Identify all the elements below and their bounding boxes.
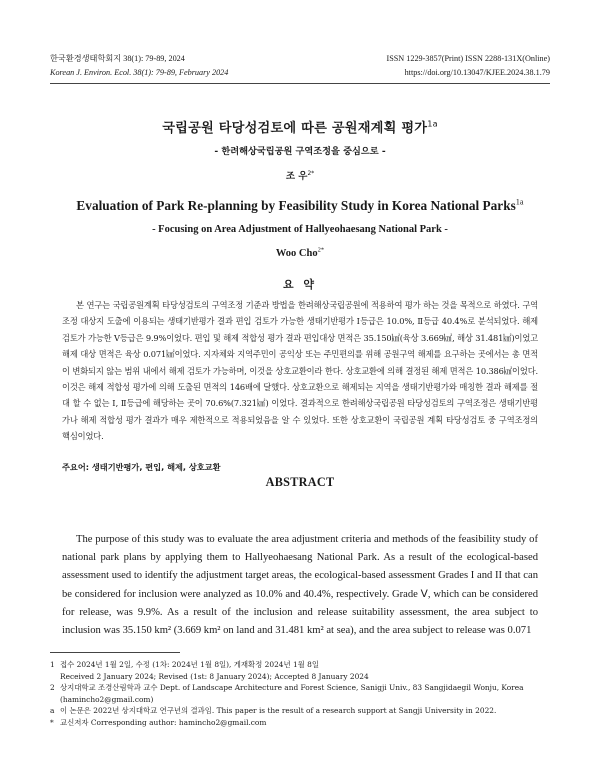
footnote-affiliation-email: (hamincho2@gmail.com) [60,694,154,704]
footnote-dates-ko [50,659,550,671]
journal-citation-en: Korean J. Environ. Ecol. 38(1): 79-89, February 2024 [50,67,229,77]
author-english-name: Woo Cho [275,248,318,259]
footnote-marker: 2 [50,683,55,693]
journal-citation [50,52,228,79]
english-abstract-body: The purpose of this study was to evaluate the area adjustment criteria and methods of the feasibility study of national park plans by applying them to Hallyeohaesang National Park. As a result of the ecological-based assessment used to identify the adjustment target areas, the ecological-based assessment Grades I and II that can be considered for inclusion were analyzed as 10.0% and 40.4%, respectively. Grade Ⅴ, which can be considered for release, was 9.9%. As a result of the inclusion and release suitability assessment, the area subject to inclusion was 35.150 km² (3.669 km² on land and 31.481 km² at sea), and the area subject to release was 0.071 [62,534,538,637]
journal-citation-ko: 한국환경생태학회지 38(1): 79-89, 2024 [50,54,185,63]
korean-abstract-body: 본 연구는 국립공원계획 타당성검토의 구역조정 기준과 방법을 한려해상국립공원에 적용하여 평가 하는 것을 목적으로 하였다. 구역조정 대상지 도출에 이용되는 생태기반평가 결과 편입 검토가 가능한 생태기반평가 Ⅰ등급은 10.0%, Ⅱ등급 40.4%로 분석되었다. 해제 검토가 가능한 Ⅴ등급은 9.9%이었다. 편입 및 해제 적합성 평가 결과 편입대상 면적은 35.150㎢(육상 3.669㎢, 해상 31.481㎢)이었고 해제 대상 면적은 육상 0.071㎢이었다. 지자체와 지역주민이 공익상 또는 주민편의를 위해 공원구역 해제를 요구하는 곳에서는 총 면적이 변화되지 않는 범위 내에서 해제 검토가 가능하며, 이것을 상호교환이라 한다. 상호교환에 의해 결정된 해제 면적은 10.386㎢이었다. 이것은 해제 적합성 평가에 의해 도출된 면적의 146배에 달했다. 상호교환으로 해제되는 지역을 생태기반평가와 매칭한 결과 해제를 절대 할 수 없는 Ⅰ, Ⅱ등급에 해당하는 곳이 70.6%(7.321㎢) 이었다. 결과적으로 한려해상국립공원 타당성검토의 구역조정은 생태기반평가나 해제 적합성 평가 결과가 매우 제한적으로 적용되었음을 알 수 있었다. 또한 상호교환이 국립공원 계획 타당성검토 중 구역조정의 핵심이었다. [62,300,538,442]
keywords [62,462,221,473]
subtitle-english: - Focusing on Area Adjustment of Hallyeohaesang National Park - [152,224,448,235]
english-abstract-heading: ABSTRACT [265,475,335,489]
author-english [50,248,550,259]
subtitle-korean: - 한려해상국립공원 구역조정을 중심으로 - [214,146,386,157]
author-korean [50,168,550,182]
journal-identifiers [386,52,550,79]
footnote-corresponding-author [50,717,550,729]
footnote-text: 교신저자 Corresponding author: hamincho2@gmail.com [60,717,267,727]
doi-link[interactable]: https://doi.org/10.13047/KJEE.2024.38.1.79 [404,67,550,77]
issn: ISSN 1229-3857(Print) ISSN 2288-131X(Online) [386,54,550,63]
title-english [50,198,550,214]
author-english-superscript: 2* [317,246,325,254]
footnote-dates-en: Received 2 January 2024; Revised (1st: 8 January 2024); Accepted 8 January 2024 [60,671,369,681]
footnote-marker: a [50,706,55,716]
korean-abstract-heading: 요 약 [282,278,318,291]
keywords-value: 생태기반평가, 편입, 해제, 상호교환 [91,462,221,472]
footnote-marker: 1 [50,660,55,669]
header-divider [50,83,550,84]
title-korean [50,117,550,136]
title-english-superscript: 1a [515,197,524,207]
title-english-text: Evaluation of Park Re-planning by Feasibility Study in Korea National Parks [76,198,516,213]
footnote-text: 접수 2024년 1월 2일, 수정 (1차: 2024년 1월 8일), 게재확정 2024년 1월 8일 [60,660,319,669]
footnote-text: 상지대학교 조경산림학과 교수 Dept. of Landscape Architecture and Forest Science, Sanigji Univ., 83 Sangjidaegil Wonju, Korea [60,683,524,693]
footnote-text: 이 논문은 2022년 상지대학교 연구년의 결과임. This paper is the result of a research support at Sangji University in 2022. [60,706,497,716]
author-korean-name: 조 우 [285,171,308,182]
author-korean-superscript: 2* [307,170,315,177]
footnote-affiliation [50,682,550,694]
footnotes [50,659,550,729]
title-korean-superscript: 1a [427,118,438,129]
title-korean-text: 국립공원 타당성검토에 따른 공원재계획 평가 [162,121,428,136]
footnote-funding [50,705,550,717]
footnote-marker: * [50,717,54,727]
footnote-divider [50,652,180,653]
keywords-label: 주요어: [62,462,90,472]
